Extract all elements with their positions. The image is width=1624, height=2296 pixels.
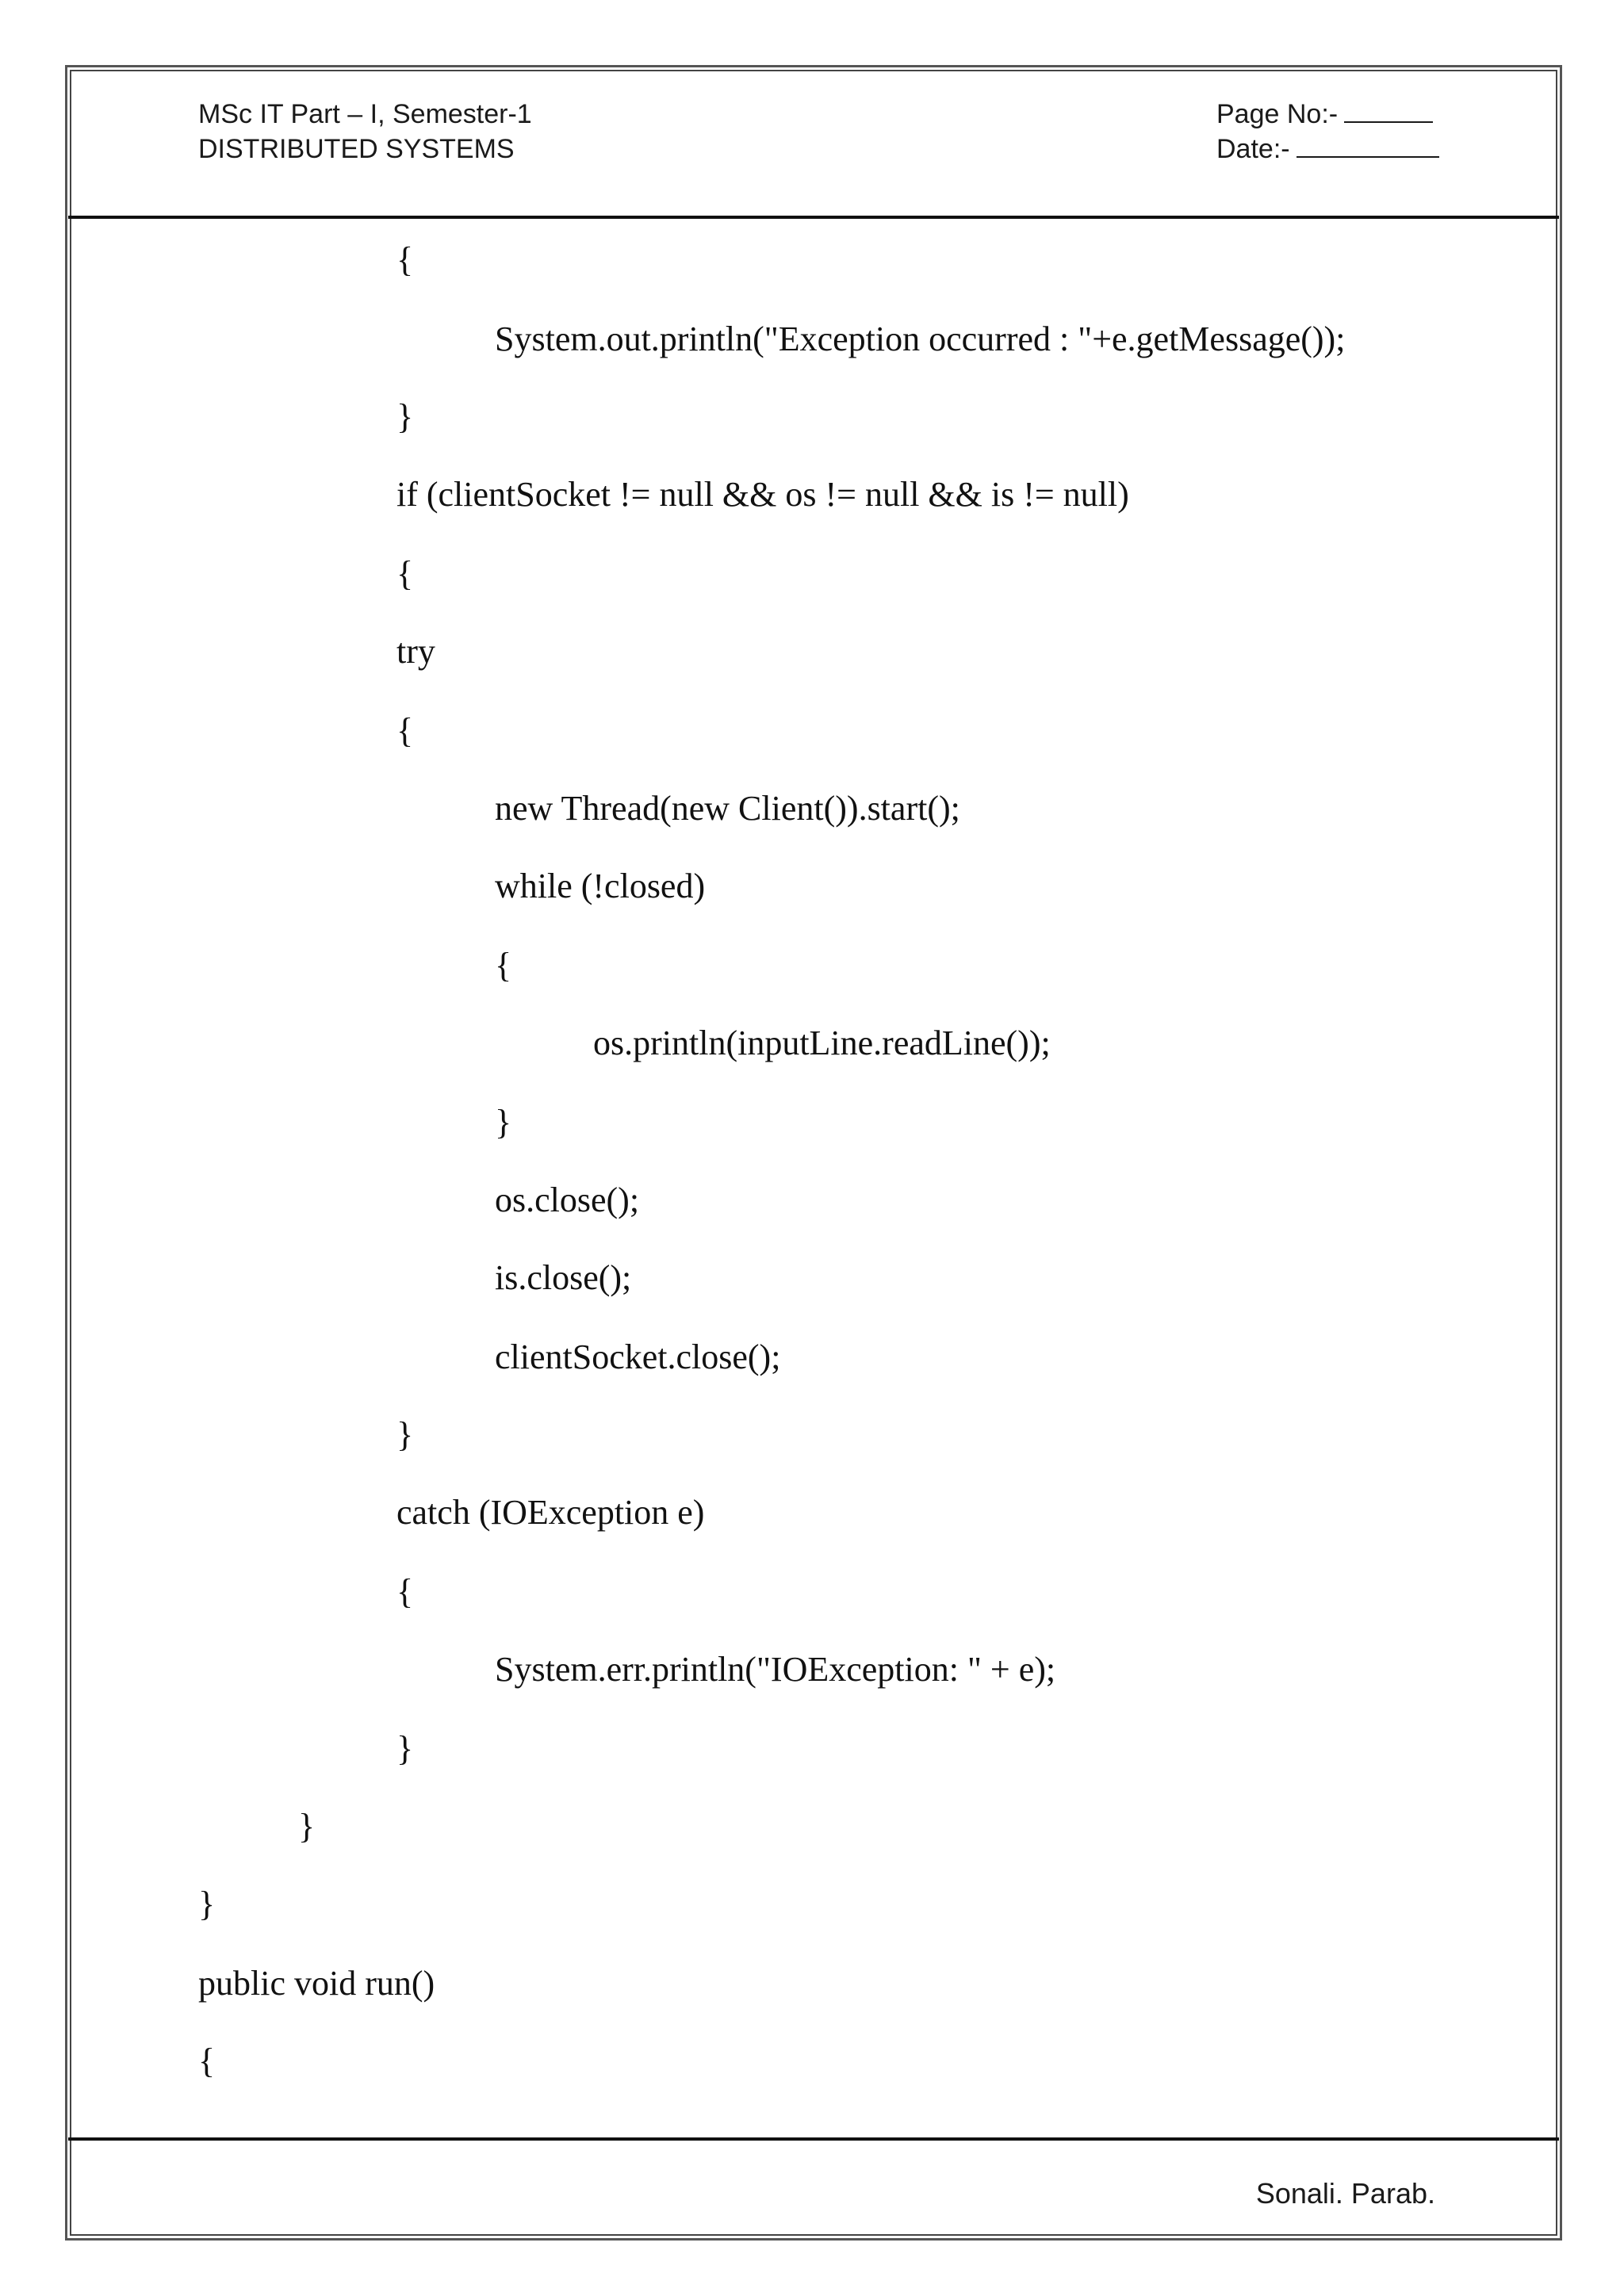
- code-line: if (clientSocket != null && os != null && is != null): [396, 475, 1129, 514]
- code-line: public void run(): [198, 1964, 435, 2003]
- code-line: }: [198, 1885, 216, 1923]
- code-line: {: [495, 946, 512, 985]
- header-left-block: [198, 97, 532, 166]
- code-line: {: [396, 711, 414, 750]
- course-title: MSc IT Part – I, Semester-1: [198, 99, 532, 129]
- code-line: System.err.println("IOException: " + e);: [495, 1650, 1056, 1689]
- code-line: {: [396, 554, 414, 593]
- code-line: {: [396, 240, 414, 279]
- code-line: os.println(inputLine.readLine());: [593, 1024, 1051, 1062]
- code-line: catch (IOException e): [396, 1493, 705, 1532]
- code-line: {: [396, 1572, 414, 1611]
- code-line: System.out.println("Exception occurred : "+e.getMessage());: [495, 320, 1346, 358]
- code-line: clientSocket.close();: [495, 1337, 781, 1376]
- code-line: }: [396, 1729, 414, 1768]
- date-field: [1216, 132, 1439, 166]
- page-number-blank: [1344, 98, 1433, 123]
- code-line: }: [298, 1807, 316, 1846]
- code-line: }: [396, 397, 414, 436]
- author-signature: Sonali. Parab.: [1255, 2177, 1435, 2210]
- code-line: os.close();: [495, 1181, 640, 1219]
- code-line: while (!closed): [495, 867, 706, 905]
- footer-divider: [68, 2137, 1559, 2141]
- page-number-field: [1216, 97, 1439, 132]
- header-divider: [68, 216, 1559, 219]
- code-line: is.close();: [495, 1258, 632, 1297]
- code-line: }: [396, 1415, 414, 1454]
- header-right-block: [1216, 97, 1439, 166]
- date-blank: [1297, 132, 1439, 158]
- subject-title: DISTRIBUTED SYSTEMS: [198, 134, 515, 164]
- code-line: }: [495, 1103, 512, 1142]
- page-number-label: Page No:-: [1216, 99, 1339, 129]
- page-border-inner: [70, 70, 1557, 2236]
- code-line: new Thread(new Client()).start();: [495, 789, 960, 828]
- code-line: {: [198, 2042, 216, 2080]
- code-line: try: [396, 632, 435, 671]
- date-label: Date:-: [1216, 134, 1290, 164]
